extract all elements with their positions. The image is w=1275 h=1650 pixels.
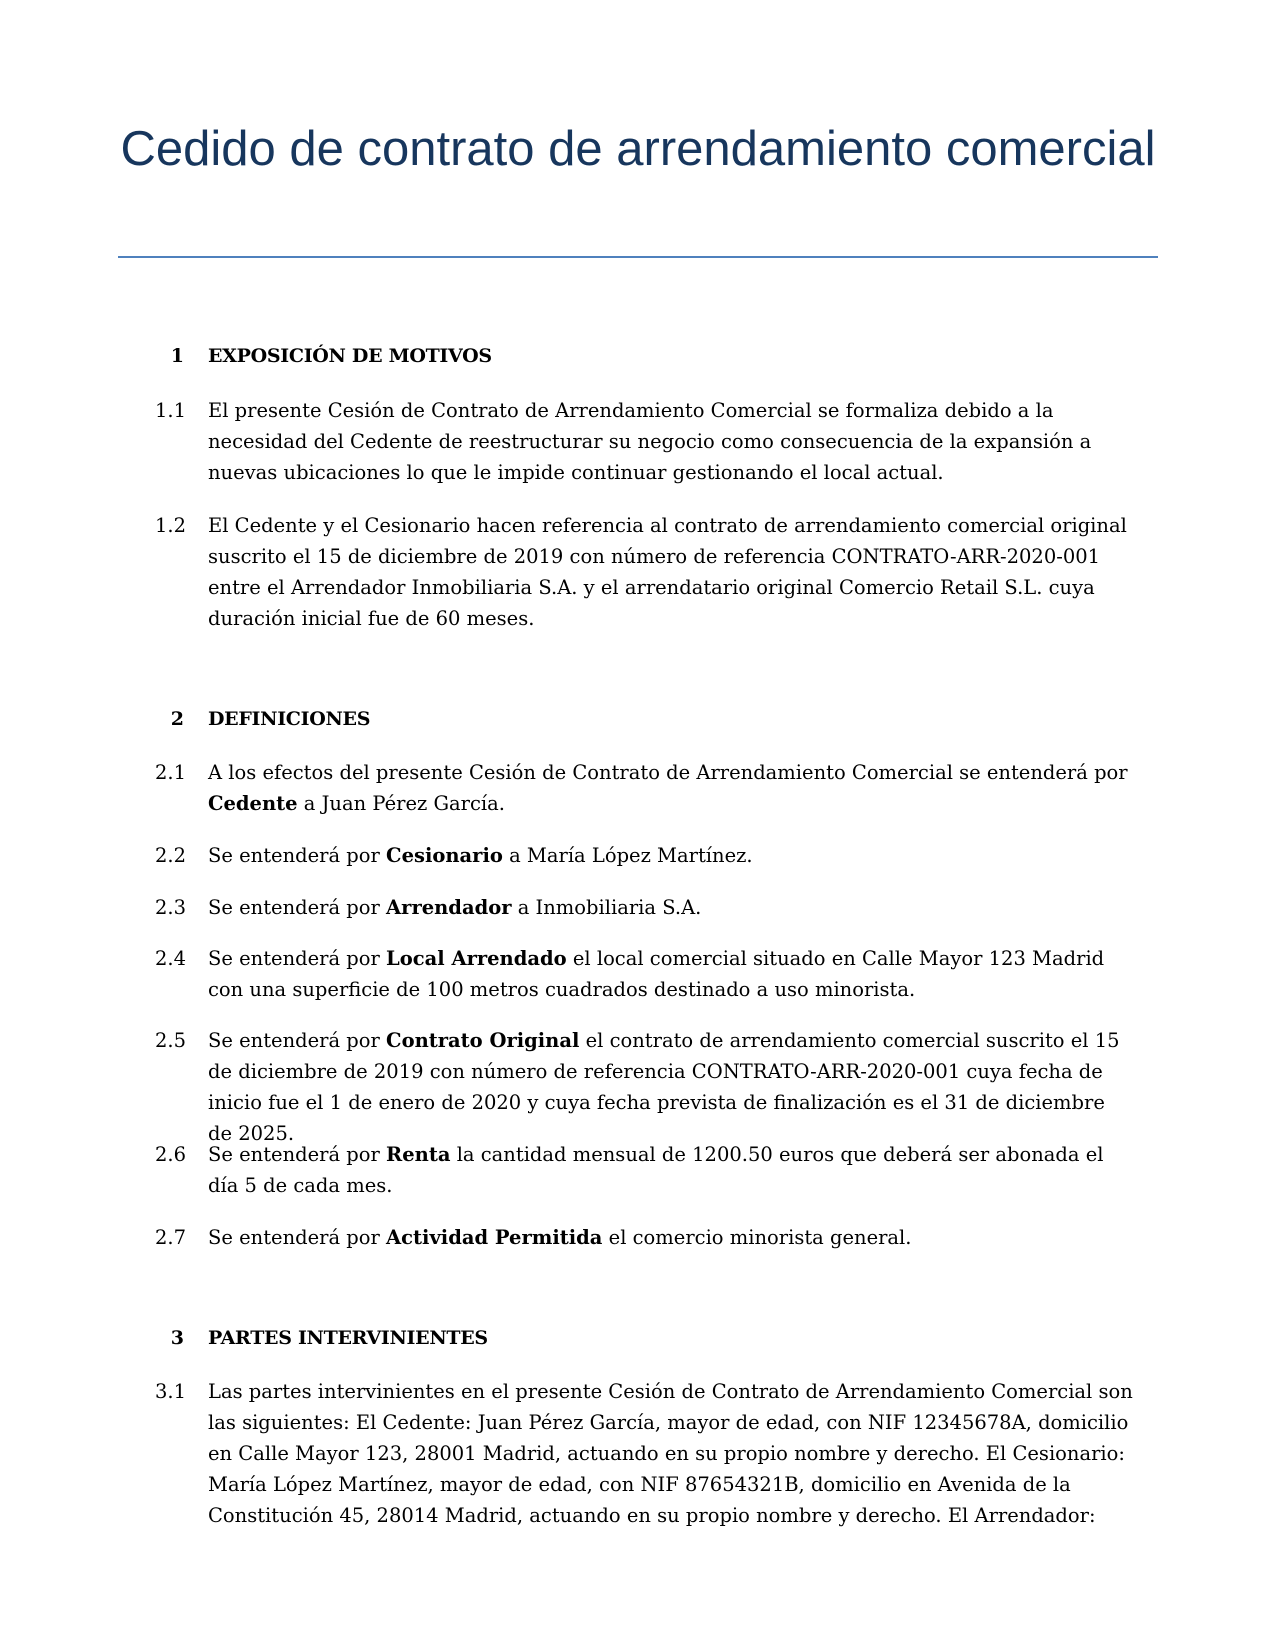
clause-text: El presente Cesión de Contrato de Arrendamiento Comercial se formaliza debido a la necesidad del Cedente de reestructurar su negocio como consecuencia de la expansión a nuevas ubicaciones lo que le impide continuar gestionando el local actual. xyxy=(208,399,1092,484)
clause-text-after: la cantidad mensual de 1200.50 euros que deberá ser abonada el día 5 de cada mes. xyxy=(208,1143,1104,1197)
clause-text-before: A los efectos del presente Cesión de Contrato de Arrendamiento Comercial se entenderá por xyxy=(208,761,1128,784)
clause-2-6 xyxy=(150,1139,1135,1201)
clause-number: 2.4 xyxy=(154,947,186,970)
section-number: 1 xyxy=(170,345,184,367)
clause-text xyxy=(208,1025,1133,1149)
clause-text-after: el comercio minorista general. xyxy=(608,1226,912,1249)
clause-number: 2.7 xyxy=(154,1226,186,1249)
clause-number: 2.2 xyxy=(154,844,186,867)
clause-text xyxy=(208,943,1133,1005)
clause-text-before: Se entenderá por xyxy=(208,1143,380,1166)
clause-2-4 xyxy=(150,943,1135,1005)
section-heading-3 xyxy=(150,1323,1130,1353)
clause-text xyxy=(208,757,1133,819)
clause-number: 1.2 xyxy=(154,514,186,537)
clause-1-2 xyxy=(150,510,1135,634)
clause-2-2 xyxy=(150,840,1135,871)
clause-text: El Cedente y el Cesionario hacen referencia al contrato de arrendamiento comercial original suscrito el 15 de diciembre de 2019 con número de referencia CONTRATO-ARR-2020-001 entre el Arrendador Inmobiliaria S.A. y el arrendatario original Comercio Retail S.L. cuya duración inicial fue de 60 meses. xyxy=(208,514,1127,630)
clause-text-before: Se entenderá por xyxy=(208,896,380,919)
defined-term: Renta xyxy=(386,1143,451,1166)
section-number: 2 xyxy=(170,708,184,730)
document-title: Cedido de contrato de arrendamiento comercial xyxy=(120,122,1156,176)
clause-3-1 xyxy=(150,1376,1135,1531)
clause-text-after: a Juan Pérez García. xyxy=(303,792,505,815)
clause-number: 3.1 xyxy=(154,1380,186,1403)
clause-number: 2.5 xyxy=(154,1029,186,1052)
clause-2-5 xyxy=(150,1025,1135,1149)
defined-term: Actividad Permitida xyxy=(386,1226,603,1249)
clause-2-7 xyxy=(150,1222,1135,1253)
clause-text-before: Se entenderá por xyxy=(208,1029,380,1052)
clause-number: 2.6 xyxy=(154,1143,186,1166)
section-title: PARTES INTERVINIENTES xyxy=(208,1327,488,1349)
clause-text xyxy=(208,1139,1133,1201)
clause-number: 2.3 xyxy=(154,896,186,919)
clause-text xyxy=(208,840,1133,871)
clause-2-1 xyxy=(150,757,1135,819)
defined-term: Cesionario xyxy=(386,844,503,867)
defined-term: Arrendador xyxy=(386,896,512,919)
defined-term: Local Arrendado xyxy=(386,947,567,970)
clause-2-3 xyxy=(150,892,1135,923)
defined-term: Contrato Original xyxy=(386,1029,580,1052)
clause-text-before: Se entenderá por xyxy=(208,947,380,970)
defined-term: Cedente xyxy=(208,792,298,815)
section-title: EXPOSICIÓN DE MOTIVOS xyxy=(208,345,492,367)
clause-text-after: el contrato de arrendamiento comercial suscrito el 15 de diciembre de 2019 con número de referencia CONTRATO-ARR-2020-001 cuya fecha de inicio fue el 1 de enero de 2020 y cuya fecha prevista de finalización es el 31 de diciembre de 2025. xyxy=(208,1029,1120,1145)
section-title: DEFINICIONES xyxy=(208,708,371,730)
section-number: 3 xyxy=(170,1327,184,1349)
clause-text-before: Se entenderá por xyxy=(208,844,380,867)
clause-1-1 xyxy=(150,395,1135,488)
section-heading-1 xyxy=(150,341,1130,371)
clause-text xyxy=(208,892,1133,923)
clause-text: Las partes intervinientes en el presente Cesión de Contrato de Arrendamiento Comercial son las siguientes: El Cedente: Juan Pérez García, mayor de edad, con NIF 12345678A, domicilio en Calle Mayor 123, 28001 Madrid, actuando en su propio nombre y derecho. El Cesionario: María López Martínez, mayor de edad, con NIF 87654321B, domicilio en Avenida de la Constitución 45, 28014 Madrid, actuando en su propio nombre y derecho. El Arrendador: xyxy=(208,1380,1133,1527)
clause-text-after: a Inmobiliaria S.A. xyxy=(517,896,702,919)
clause-text-after: el local comercial situado en Calle Mayor 123 Madrid con una superficie de 100 metros cuadrados destinado a uso minorista. xyxy=(208,947,1105,1001)
clause-text-after: a María López Martínez. xyxy=(509,844,753,867)
clause-number: 1.1 xyxy=(154,399,186,422)
clause-number: 2.1 xyxy=(154,761,186,784)
clause-text xyxy=(208,1222,1133,1253)
section-heading-2 xyxy=(150,704,1130,734)
clause-text-before: Se entenderá por xyxy=(208,1226,380,1249)
title-underline xyxy=(118,256,1158,258)
